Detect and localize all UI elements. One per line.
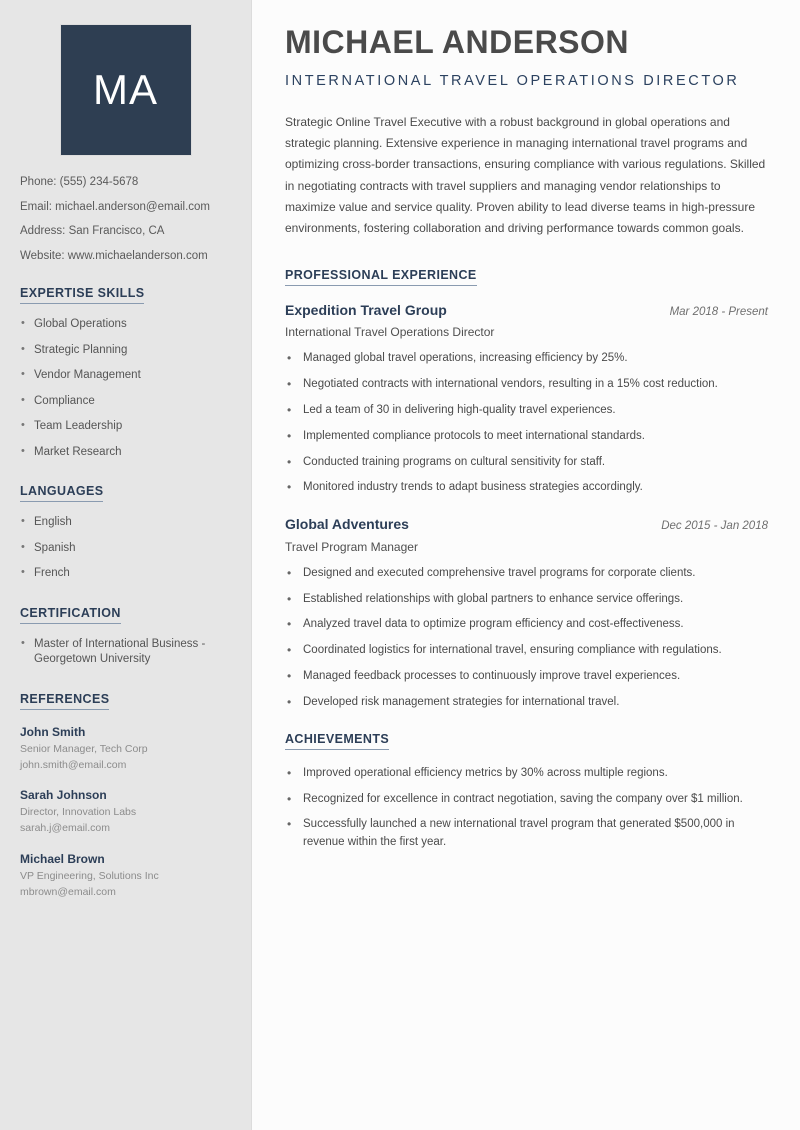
list-item: • Coordinated logistics for international travel, ensuring compliance with regulations. xyxy=(285,642,768,660)
list-item: • Team Leadership xyxy=(20,419,231,435)
list-item: • Monitored industry trends to adapt business strategies accordingly. xyxy=(285,479,768,497)
reference-email: mbrown@email.com xyxy=(20,886,116,898)
job-bullets xyxy=(285,350,768,497)
avatar xyxy=(61,25,191,155)
certification-list xyxy=(20,637,231,668)
reference-role: Director, Innovation Labs xyxy=(20,806,137,819)
reference-name: John Smith xyxy=(20,724,86,739)
list-item: • English xyxy=(20,515,231,531)
contact-phone: Phone: (555) 234-5678 xyxy=(20,176,139,188)
reference-name: Michael Brown xyxy=(20,851,105,866)
list-item: • Master of International Business - Georgetown University xyxy=(20,637,231,668)
list-item: • Managed global travel operations, increasing efficiency by 25%. xyxy=(285,350,768,368)
list-item: • Market Research xyxy=(20,445,231,461)
languages-section xyxy=(20,482,231,582)
list-item: • Established relationships with global partners to enhance service offerings. xyxy=(285,591,768,609)
job-company: Expedition Travel Group xyxy=(285,301,447,318)
list-item: • Implemented compliance protocols to meet international standards. xyxy=(285,428,768,446)
reference-item xyxy=(20,850,231,901)
job-title: Travel Program Manager xyxy=(285,539,418,554)
achievements-heading: ACHIEVEMENTS xyxy=(285,732,389,750)
list-item: • Compliance xyxy=(20,394,231,410)
reference-role: Senior Manager, Tech Corp xyxy=(20,742,148,755)
references-section xyxy=(20,690,231,901)
languages-list xyxy=(20,515,231,582)
list-item: • Developed risk management strategies for international travel. xyxy=(285,694,768,712)
reference-email: john.smith@email.com xyxy=(20,758,127,771)
sidebar xyxy=(0,0,252,1130)
expertise-skills-section xyxy=(20,284,231,460)
job-dates: Mar 2018 - Present xyxy=(669,305,768,318)
job-bullets xyxy=(285,565,768,712)
job-subtitle: INTERNATIONAL TRAVEL OPERATIONS DIRECTOR xyxy=(285,72,740,89)
job-dates: Dec 2015 - Jan 2018 xyxy=(661,520,768,533)
job-header xyxy=(285,515,768,535)
achievements-section xyxy=(285,730,768,852)
job-entry xyxy=(285,301,768,497)
list-item: • Successfully launched a new international travel program that generated $500,000 in revenue within the first year. xyxy=(285,816,768,852)
job-entry xyxy=(285,515,768,711)
list-item: • Spanish xyxy=(20,541,231,557)
list-item: • Designed and executed comprehensive travel programs for corporate clients. xyxy=(285,565,768,583)
job-title: International Travel Operations Director xyxy=(285,325,495,340)
expertise-skills-list xyxy=(20,317,231,460)
list-item: • Conducted training programs on cultural sensitivity for staff. xyxy=(285,454,768,472)
certification-section xyxy=(20,604,231,668)
list-item: • Vendor Management xyxy=(20,368,231,384)
list-item: • Global Operations xyxy=(20,317,231,333)
achievements-list xyxy=(285,765,768,852)
reference-item xyxy=(20,723,231,774)
page-title: MICHAEL ANDERSON xyxy=(285,24,630,60)
job-company: Global Adventures xyxy=(285,516,409,533)
expertise-skills-heading: EXPERTISE SKILLS xyxy=(20,286,144,304)
contact-block xyxy=(20,177,231,262)
certification-heading: CERTIFICATION xyxy=(20,606,121,624)
reference-item xyxy=(20,786,231,837)
list-item: • Negotiated contracts with international vendors, resulting in a 15% cost reduction. xyxy=(285,376,768,394)
avatar-initials: MA xyxy=(93,66,158,113)
list-item: • Led a team of 30 in delivering high-quality travel experiences. xyxy=(285,402,768,420)
professional-summary: Strategic Online Travel Executive with a robust background in global operations and strategic planning. Extensive experience in managing international travel programs and optimizing cross-border transactions, ensuring compliance with various regulations. Skilled in negotiating contracts with travel suppliers and managing vendor relationships to maximize value and service quality. Proven ability to lead diverse teams in high-pressure environments, fostering collaboration and driving performance towards common goals. xyxy=(285,114,766,236)
contact-address: Address: San Francisco, CA xyxy=(20,225,165,237)
contact-website: Website: www.michaelanderson.com xyxy=(20,249,208,262)
languages-heading: LANGUAGES xyxy=(20,484,103,502)
list-item: • Strategic Planning xyxy=(20,343,231,359)
main-content xyxy=(252,0,800,1130)
reference-name: Sarah Johnson xyxy=(20,788,107,803)
list-item: • Improved operational efficiency metrics by 30% across multiple regions. xyxy=(285,765,768,783)
list-item: • Recognized for excellence in contract negotiation, saving the company over $1 million. xyxy=(285,791,768,809)
references-heading: REFERENCES xyxy=(20,692,109,710)
experience-section xyxy=(285,266,768,712)
reference-role: VP Engineering, Solutions Inc xyxy=(20,869,159,882)
job-header xyxy=(285,301,768,321)
list-item: • Analyzed travel data to optimize program efficiency and cost-effectiveness. xyxy=(285,616,768,634)
contact-email: Email: michael.anderson@email.com xyxy=(20,200,210,213)
list-item: • Managed feedback processes to continuously improve travel experiences. xyxy=(285,668,768,686)
reference-email: sarah.j@email.com xyxy=(20,822,111,835)
list-item: • French xyxy=(20,566,231,582)
experience-heading: PROFESSIONAL EXPERIENCE xyxy=(285,268,477,286)
